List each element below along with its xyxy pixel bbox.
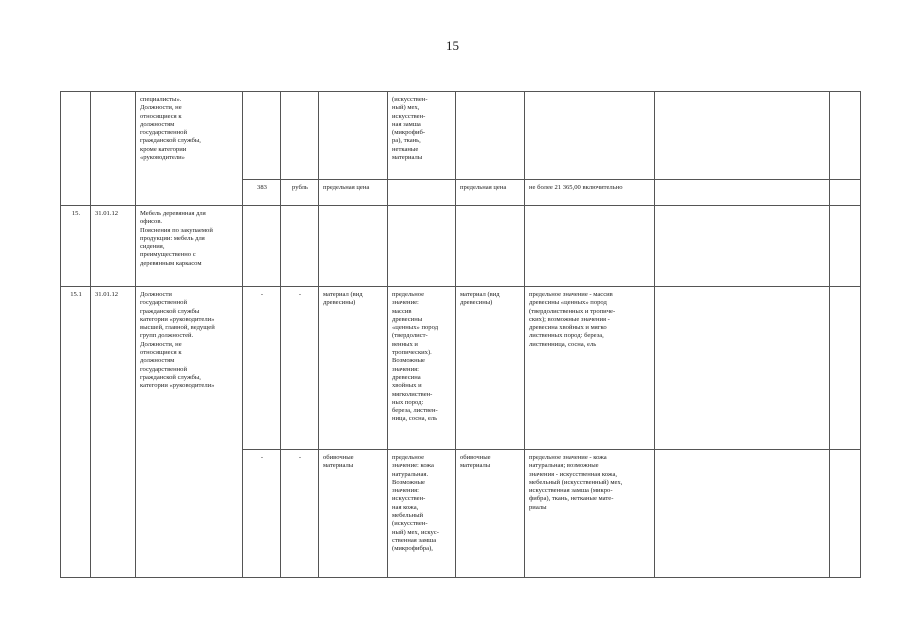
cell-value [388,180,456,206]
cell-unit-name: рубль [281,180,319,206]
cell-approved-value: предельное значение - кожа натуральная; возможные значения - искусственная кожа, мебельный (искусственный) мех, искусственная замша (микро- фибра), ткань, нетканые мате- риалы [525,450,655,578]
cell-unit-code: - [243,450,281,578]
cell-approved-characteristic: обивочные материалы [456,450,525,578]
cell-function [830,206,861,287]
cell-okpd-code: 31.01.12 [91,287,136,578]
cell-description: специалисты». Должности, не относящиеся к должностям государственной гражданской службы, кроме категории «руководители» [136,92,243,206]
cell-okpd-code: 31.01.12 [91,206,136,287]
cell-unit-code: - [243,287,281,450]
cell-characteristic: материал (вид древесины) [319,287,388,450]
cell-approved-value: предельное значение - массив древесины «ценных» пород (твердолиственных и тропиче- ских); возможные значения - древесина хвойных и мягко лиственных пород: береза, лиственница, сосна, ель [525,287,655,450]
table-row [61,92,861,180]
cell-justification [655,180,830,206]
page-number: 15 [446,38,459,53]
cell-value: предельное значение: кожа натуральная. Возможные значения: искусствен- ная кожа, мебельный (искусствен- ный) мех, искус- ственная замша (микрофибра), [388,450,456,578]
cell-unit-name [281,92,319,180]
cell-characteristic: предельная цена [319,180,388,206]
cell-number [61,92,91,206]
cell-approved-value [525,92,655,180]
cell-function [830,92,861,180]
cell-value: предельное значение: массив древесины «ценных» пород (твердолист- венных и тропических). Возможные значения: древесина хвойных и мягколиствен- ных пород: береза, листвен- ница, сосна, ель [388,287,456,450]
cell-justification [655,287,830,450]
cell-justification [655,206,830,287]
cell-unit-code: 383 [243,180,281,206]
cell-approved-value: не более 21 365,00 включительно [525,180,655,206]
cell-unit-name [281,206,319,287]
cell-function [830,287,861,450]
cell-value: (искусствен- ный) мех, искусствен- ная замша (микрофиб- ра), ткань, нетканые материалы [388,92,456,180]
cell-approved-characteristic: предельная цена [456,180,525,206]
cell-okpd-code [91,92,136,206]
cell-function [830,450,861,578]
cell-unit-code [243,206,281,287]
table-row [61,206,861,287]
cell-justification [655,450,830,578]
cell-unit-code [243,92,281,180]
cell-function [830,180,861,206]
cell-approved-characteristic [456,206,525,287]
cell-number: 15. [61,206,91,287]
cell-approved-characteristic [456,92,525,180]
cell-characteristic [319,206,388,287]
cell-description: Должности государственной гражданской службы категории «руководители» высшей, главной, ведущей групп должностей. Должности, не относящиеся к должностям государственной гражданской службы, категории «руководители» [136,287,243,578]
cell-number: 15.1 [61,287,91,578]
cell-description: Мебель деревянная для офисов. Пояснения по закупаемой продукции: мебель для сидения, преимущественно с деревянным каркасом [136,206,243,287]
cell-characteristic: обивочные материалы [319,450,388,578]
table-row [61,287,861,450]
cell-justification [655,92,830,180]
requirements-table [60,91,861,578]
cell-value [388,206,456,287]
cell-approved-characteristic: материал (вид древесины) [456,287,525,450]
cell-unit-name: - [281,450,319,578]
cell-unit-name: - [281,287,319,450]
cell-approved-value [525,206,655,287]
cell-characteristic [319,92,388,180]
